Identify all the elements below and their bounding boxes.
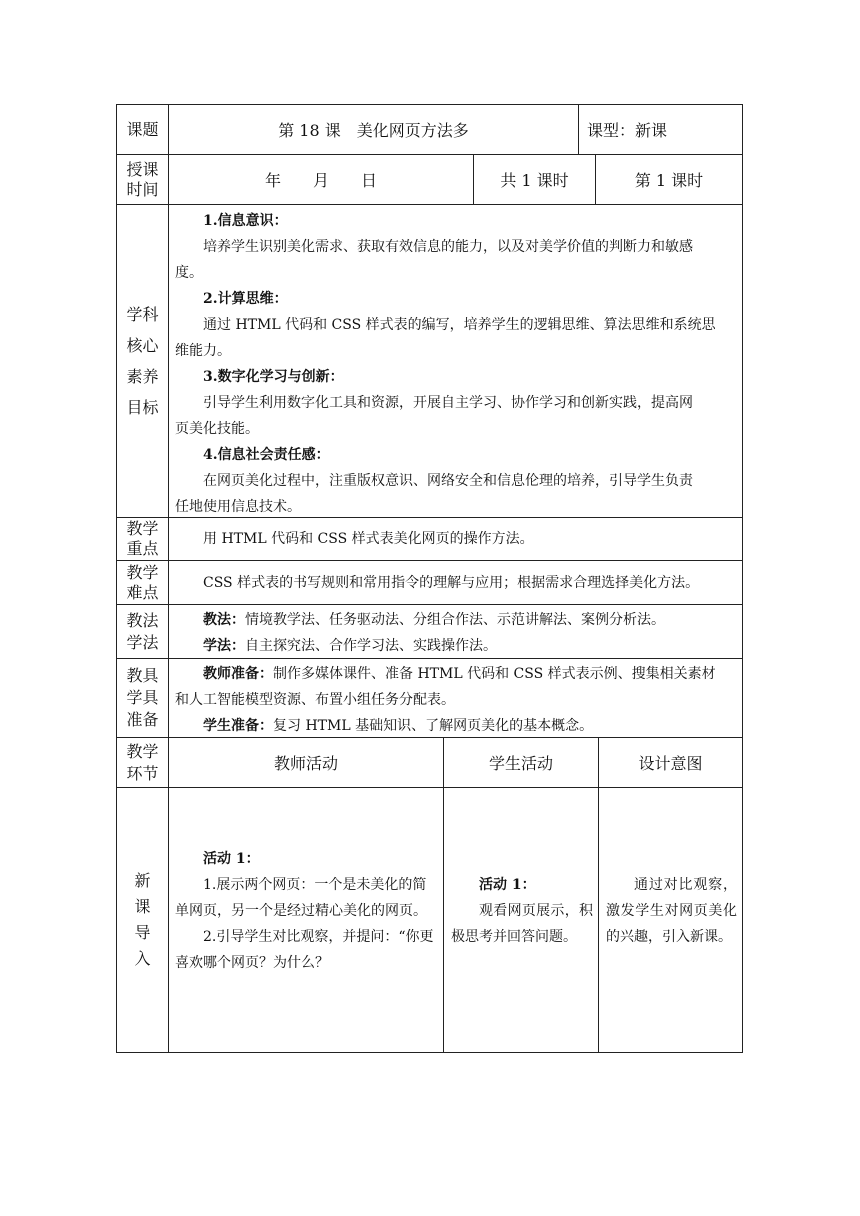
literacy-label-line: 目标	[126, 398, 159, 417]
tools-label-line: 准备	[126, 710, 159, 729]
process-label-line: 教学	[126, 741, 159, 761]
difficulty-label-line: 难点	[126, 582, 159, 602]
intro-label-line: 课	[134, 897, 151, 916]
literacy-label-line: 素养	[126, 367, 159, 386]
key-point-text: 用 HTML 代码和 CSS 样式表美化网页的操作方法。	[203, 531, 534, 547]
key-point-label-line: 教学	[126, 519, 159, 538]
tools-label	[117, 659, 168, 737]
tools-label-line: 学具	[126, 688, 159, 707]
intro-label-line: 新	[134, 871, 151, 890]
literacy-label-line: 学科	[126, 305, 159, 324]
difficulty-text: CSS 样式表的书写规则和常用指令的理解与应用；根据需求合理选择美化方法。	[203, 574, 700, 591]
methods-label-line: 学法	[126, 632, 159, 652]
difficulty-label-line: 教学	[126, 562, 159, 582]
key-point-label	[117, 518, 168, 560]
methods-content	[175, 607, 740, 657]
methods-label	[117, 605, 168, 658]
column-divider	[578, 105, 579, 155]
row-divider	[117, 604, 742, 605]
teacher-activity-step: 2.引导学生对比观察，并提问：“你更喜欢哪个网页？为什么？	[175, 929, 434, 971]
teacher-activity-title: 活动 1：	[203, 851, 260, 867]
student-activity-text: 观看网页展示，积极思考并回答问题。	[451, 903, 593, 945]
literacy-text: 培养学生识别美化需求、获取有效信息的能力，以及对美学价值的判断力和敏感	[203, 239, 693, 255]
teacher-preparation: 教师准备：制作多媒体课件、准备 HTML 代码和 CSS 样式表示例、搜集相关素材	[203, 666, 716, 682]
column-divider	[168, 105, 169, 1052]
intro-label-line: 导	[134, 923, 151, 942]
student-activity-header: 学生活动	[488, 754, 553, 773]
row-divider	[117, 204, 742, 205]
literacy-text: 引导学生利用数字化工具和资源，开展自主学习、协作学习和创新实践，提高网	[203, 395, 693, 411]
teacher-activity-header: 教师活动	[273, 754, 338, 773]
lesson-type: 课型：新课	[587, 121, 668, 140]
teacher-preparation-cont: 和人工智能模型资源、布置小组任务分配表。	[175, 692, 455, 708]
intro-label	[117, 788, 168, 1052]
literacy-heading: 1.信息意识：	[203, 213, 288, 229]
literacy-text: 通过 HTML 代码和 CSS 样式表的编写，培养学生的逻辑思维、算法思维和系统思	[203, 317, 716, 333]
total-periods: 共 1 课时	[500, 171, 569, 190]
tools-content	[175, 661, 740, 737]
student-activity-cell	[451, 872, 593, 1022]
student-activity-title: 活动 1：	[479, 877, 536, 893]
time-label	[117, 155, 168, 204]
student-preparation: 学生准备：复习 HTML 基础知识、了解网页美化的基本概念。	[203, 718, 594, 734]
literacy-heading: 4.信息社会责任感：	[203, 447, 330, 463]
literacy-text: 维能力。	[175, 343, 231, 359]
teacher-activity-step: 1.展示两个网页：一个是未美化的简单网页，另一个是经过精心美化的网页。	[175, 877, 427, 919]
literacy-content	[175, 208, 740, 516]
time-label-line1: 授课	[126, 159, 159, 179]
literacy-label-line: 核心	[126, 336, 159, 355]
design-intent-cell	[606, 872, 737, 1022]
process-label-line: 环节	[126, 763, 159, 783]
topic-label: 课题	[126, 119, 159, 139]
process-label	[117, 738, 168, 787]
teaching-methods: 教法：情境教学法、任务驱动法、分组合作法、示范讲解法、案例分析法。	[203, 612, 665, 628]
lesson-date: 年 月 日	[264, 171, 377, 190]
time-label-line2: 时间	[126, 179, 159, 199]
literacy-heading: 3.数字化学习与创新：	[203, 369, 344, 385]
difficulty-label	[117, 561, 168, 604]
design-intent-header: 设计意图	[638, 754, 703, 773]
lesson-plan-table	[116, 104, 743, 1053]
literacy-text: 页美化技能。	[175, 421, 259, 437]
design-intent-text: 通过对比观察，激发学生对网页美化的兴趣，引入新课。	[606, 877, 737, 945]
current-period: 第 1 课时	[634, 171, 704, 190]
row-divider	[117, 787, 742, 788]
literacy-label	[117, 205, 168, 517]
teacher-activity-cell	[175, 846, 439, 1046]
literacy-text: 任地使用信息技术。	[175, 499, 301, 515]
intro-label-line: 入	[134, 949, 151, 968]
key-point-label-line: 重点	[126, 539, 159, 558]
lesson-title: 第 18 课 美化网页方法多	[278, 121, 469, 140]
methods-label-line: 教法	[126, 610, 159, 630]
tools-label-line: 教具	[126, 666, 159, 685]
learning-methods: 学法：自主探究法、合作学习法、实践操作法。	[203, 638, 497, 654]
literacy-heading: 2.计算思维：	[203, 291, 288, 307]
literacy-text: 在网页美化过程中，注重版权意识、网络安全和信息伦理的培养，引导学生负责	[203, 473, 693, 489]
literacy-text: 度。	[175, 265, 203, 281]
